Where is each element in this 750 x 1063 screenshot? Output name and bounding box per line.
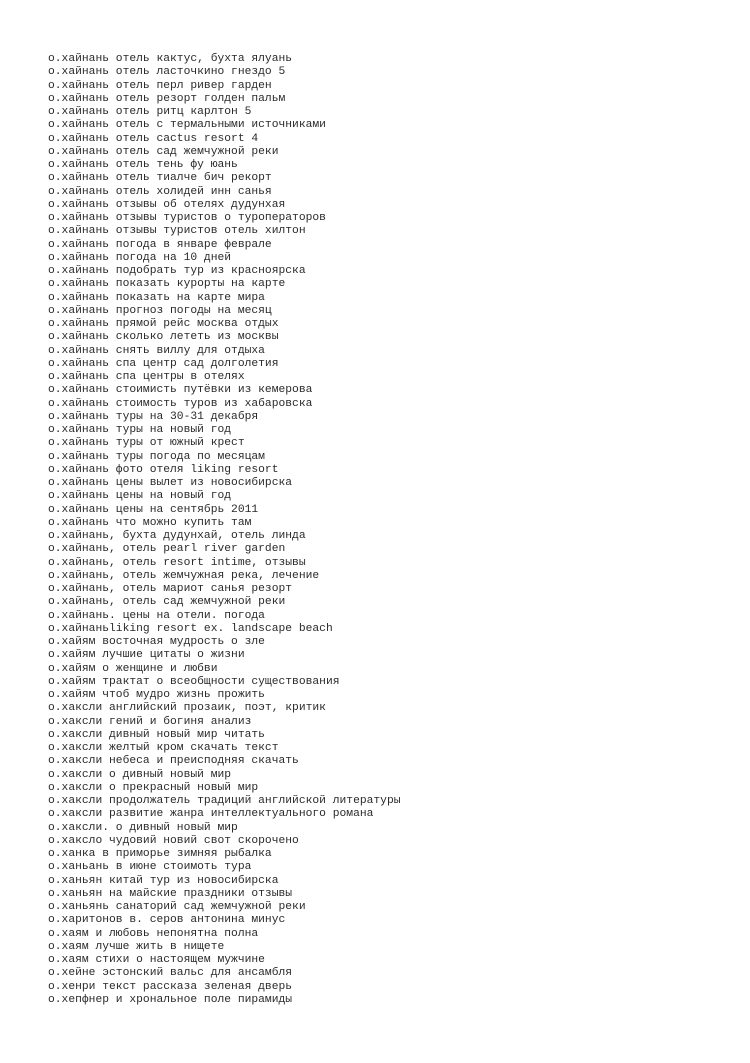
text-line: о.хайнань отель тиалче бич рекорт — [48, 172, 272, 185]
text-line: о.хайнань показать на карте мира — [48, 291, 265, 304]
text-line: о.хаксли развитие жанра интеллектуального романа — [48, 808, 374, 821]
text-line: о.хайнань стоимость туров из хабаровска — [48, 397, 313, 410]
text-line: о.ханьян китай тур из новосибирска — [48, 874, 279, 887]
text-line: о.хайнань. цены на отели. погода — [48, 609, 265, 622]
text-line: о.хаям стихи о настоящем мужчине — [48, 954, 265, 966]
text-line: о.хайнань туры на новый год — [48, 424, 232, 436]
text-line: о.хайям чтоб мудро жизнь прожить — [48, 689, 265, 701]
text-line: о.хаксли дивный новый мир читать — [48, 728, 265, 741]
text-line: о.хаксли продолжатель традиций английской литературы — [48, 795, 401, 807]
text-line: о.хайнань цены на новый год — [48, 490, 232, 503]
text-line: о.хайнань стоимисть путёвки из кемерова — [48, 384, 313, 397]
text-line: о.хаксли английский прозаик, поэт, критик — [48, 702, 326, 715]
text-line: о.хайнань отель перл ривер гарден — [48, 79, 272, 92]
text-line: о.хайнань цены вылет из новосибирска — [48, 477, 293, 489]
text-line: о.хаксли о дивный новый мир — [48, 768, 232, 781]
text-line: о.хайнань, отель жемчужная река, лечение — [48, 569, 320, 582]
text-line: о.хайнань туры от южный крест — [48, 437, 245, 450]
text-line: о.хаксли. о дивный новый мир — [48, 821, 238, 834]
text-line: о.хайнань, отель pearl river garden — [48, 543, 286, 556]
text-line-list — [48, 53, 401, 1007]
text-line: о.хайнань, отель мариот санья резорт — [48, 583, 293, 595]
text-line: о.хаксли гений и богиня анализ — [48, 715, 252, 728]
text-line: о.хайнань, бухта дудунхай, отель линда — [48, 530, 306, 542]
text-line: о.хайнань спа центр сад долголетия — [48, 357, 279, 370]
text-line: о.хайям лучшие цитаты о жизни — [48, 649, 245, 662]
text-line: о.хайнань отель ласточкино гнездо 5 — [48, 66, 286, 79]
text-line: о.хайнань отель ритц карлтон 5 — [48, 106, 252, 118]
text-line: о.хайнань показать курорты на карте — [48, 278, 286, 291]
text-line: о.хайнань отель кактус, бухта ялуань — [48, 53, 293, 65]
text-line: о.хайнань туры на 30-31 декабря — [48, 410, 259, 423]
text-line: о.хаксло чудовий новий свот скорочено — [48, 834, 299, 847]
text-line: о.хайнань отзывы об отелях дудунхая — [48, 198, 286, 211]
text-line: о.хайнань отзывы туристов отель хилтон — [48, 225, 306, 238]
text-line: о.хайнань туры погода по месяцам — [48, 450, 265, 463]
text-line: о.хайнань цены на сентябрь 2011 — [48, 503, 259, 516]
text-line: о.хайям о женщине и любви — [48, 662, 218, 675]
text-line: о.хайнань погода на 10 дней — [48, 251, 232, 264]
text-line: о.хайнаньliking resort ex. landscape beach — [48, 622, 333, 635]
text-line: о.хайнань отель сад жемчужной реки — [48, 145, 279, 158]
text-line: о.хайям трактат о всеобщности существования — [48, 675, 340, 688]
text-line: о.хайнань подобрать тур из красноярска — [48, 265, 306, 277]
text-line: о.хайнань отель тень фу юань — [48, 159, 238, 171]
text-line: о.хайнань сколько лететь из москвы — [48, 331, 279, 344]
text-line: о.хайнань прямой рейс москва отдых — [48, 318, 279, 330]
text-line: о.хаксли небеса и преисподняя скачать — [48, 755, 299, 768]
text-line: о.ханка в приморье зимняя рыбалка — [48, 848, 272, 860]
text-line: о.хайнань, отель resort intime, отзывы — [48, 556, 306, 569]
text-line: о.хайнань отель cactus resort 4 — [48, 132, 259, 145]
text-line: о.хейне эстонский вальс для ансамбля — [48, 967, 293, 980]
text-line: о.хенри текст рассказа зеленая дверь — [48, 980, 293, 993]
text-line: о.хепфнер и хрональное поле пирамиды — [48, 993, 293, 1006]
text-line: о.хаям лучше жить в нищете — [48, 940, 225, 953]
text-line: о.хайнань отель с термальными источниками — [48, 119, 326, 132]
text-line: о.хаксли желтый кром скачать текст — [48, 742, 279, 754]
text-line: о.хайнань прогноз погоды на месяц — [48, 304, 272, 317]
text-line: о.хайнань спа центры в отелях — [48, 371, 245, 383]
text-line: о.хайнань снять виллу для отдыха — [48, 344, 265, 357]
text-line: о.хаксли о прекрасный новый мир — [48, 781, 259, 794]
text-line: о.хайнань отель резорт голден пальм — [48, 92, 286, 105]
text-line: о.харитонов в. серов антонина минус — [48, 914, 286, 927]
text-line: о.хайнань что можно купить там — [48, 516, 252, 529]
text-line: о.хайнань погода в январе феврале — [48, 238, 272, 251]
text-line: о.хайнань, отель сад жемчужной реки — [48, 596, 286, 609]
text-line: о.ханьян на майские праздники отзывы — [48, 887, 293, 900]
text-line: о.хаям и любовь непонятна полна — [48, 927, 259, 940]
text-line: о.ханьянь санаторий сад жемчужной реки — [48, 901, 306, 913]
text-line: о.ханьань в июне стоимоть тура — [48, 861, 252, 874]
text-line: о.хайям восточная мудрость о зле — [48, 636, 265, 648]
text-line: о.хайнань отель холидей инн санья — [48, 185, 272, 198]
text-line: о.хайнань отзывы туристов о туроператоров — [48, 212, 326, 224]
text-line: о.хайнань фото отеля liking resort — [48, 463, 279, 476]
